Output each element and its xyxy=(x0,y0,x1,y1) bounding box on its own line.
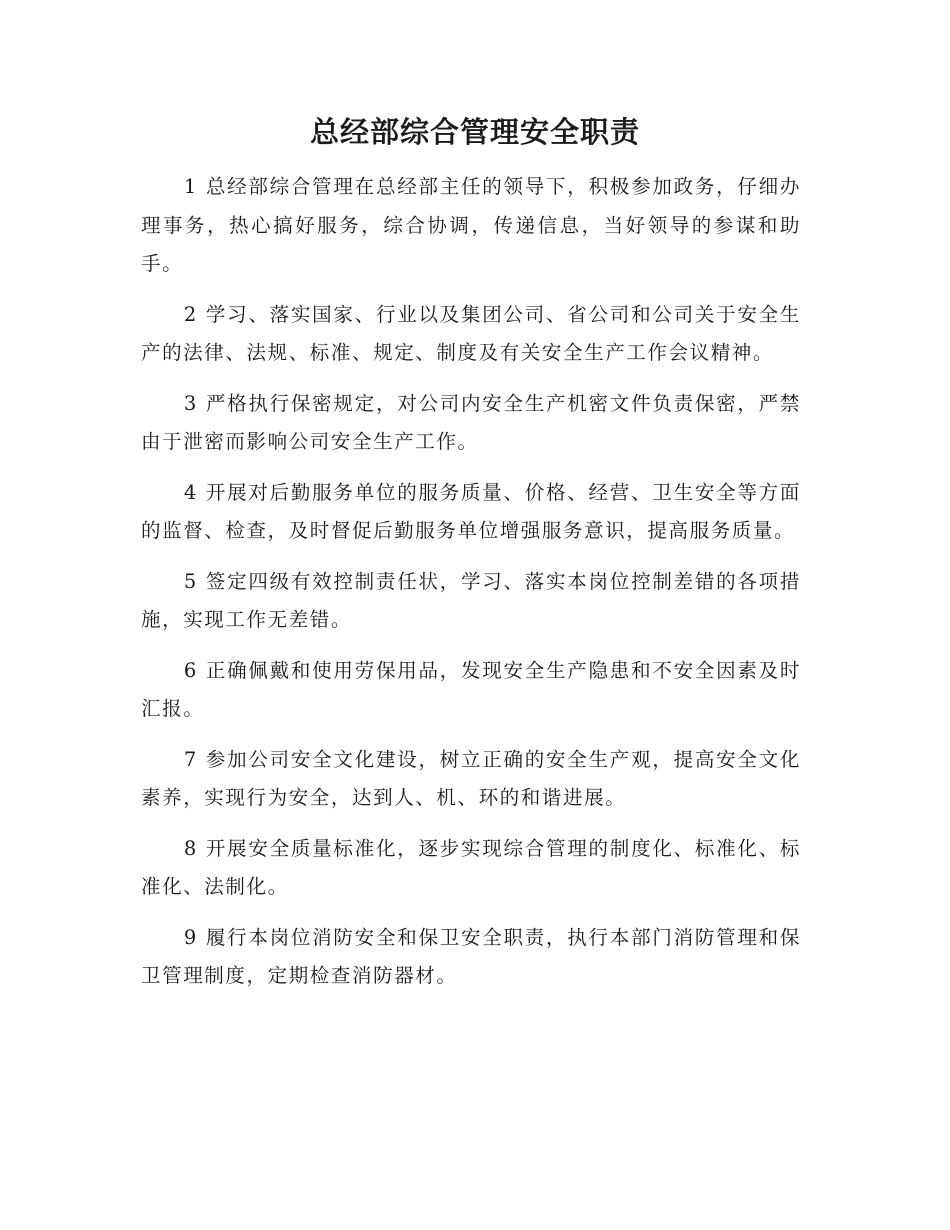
duty-item-8: 8 开展安全质量标准化，逐步实现综合管理的制度化、标准化、标准化、法制化。 xyxy=(141,836,801,898)
document-body xyxy=(141,168,801,1008)
duty-item-3: 3 严格执行保密规定，对公司内安全生产机密文件负责保密，严禁由于泄密而影响公司安全生产工作。 xyxy=(141,391,801,453)
duty-item-9: 9 履行本岗位消防安全和保卫安全职责，执行本部门消防管理和保卫管理制度，定期检查消防器材。 xyxy=(141,925,801,987)
duty-item-6: 6 正确佩戴和使用劳保用品，发现安全生产隐患和不安全因素及时汇报。 xyxy=(141,658,801,720)
duty-item-1: 1 总经部综合管理在总经部主任的领导下，积极参加政务，仔细办理事务，热心搞好服务，综合协调，传递信息，当好领导的参谋和助手。 xyxy=(141,175,801,275)
duty-item-2: 2 学习、落实国家、行业以及集团公司、省公司和公司关于安全生产的法律、法规、标准、规定、制度及有关安全生产工作会议精神。 xyxy=(141,302,801,364)
duty-item-7: 7 参加公司安全文化建设，树立正确的安全生产观，提高安全文化素养，实现行为安全，达到人、机、环的和谐进展。 xyxy=(141,747,801,809)
document-title: 总经部综合管理安全职责 xyxy=(309,115,640,149)
duty-item-5: 5 签定四级有效控制责任状，学习、落实本岗位控制差错的各项措施，实现工作无差错。 xyxy=(141,569,801,631)
duty-item-4: 4 开展对后勤服务单位的服务质量、价格、经营、卫生安全等方面的监督、检查，及时督促后勤服务单位增强服务意识，提高服务质量。 xyxy=(141,480,801,542)
